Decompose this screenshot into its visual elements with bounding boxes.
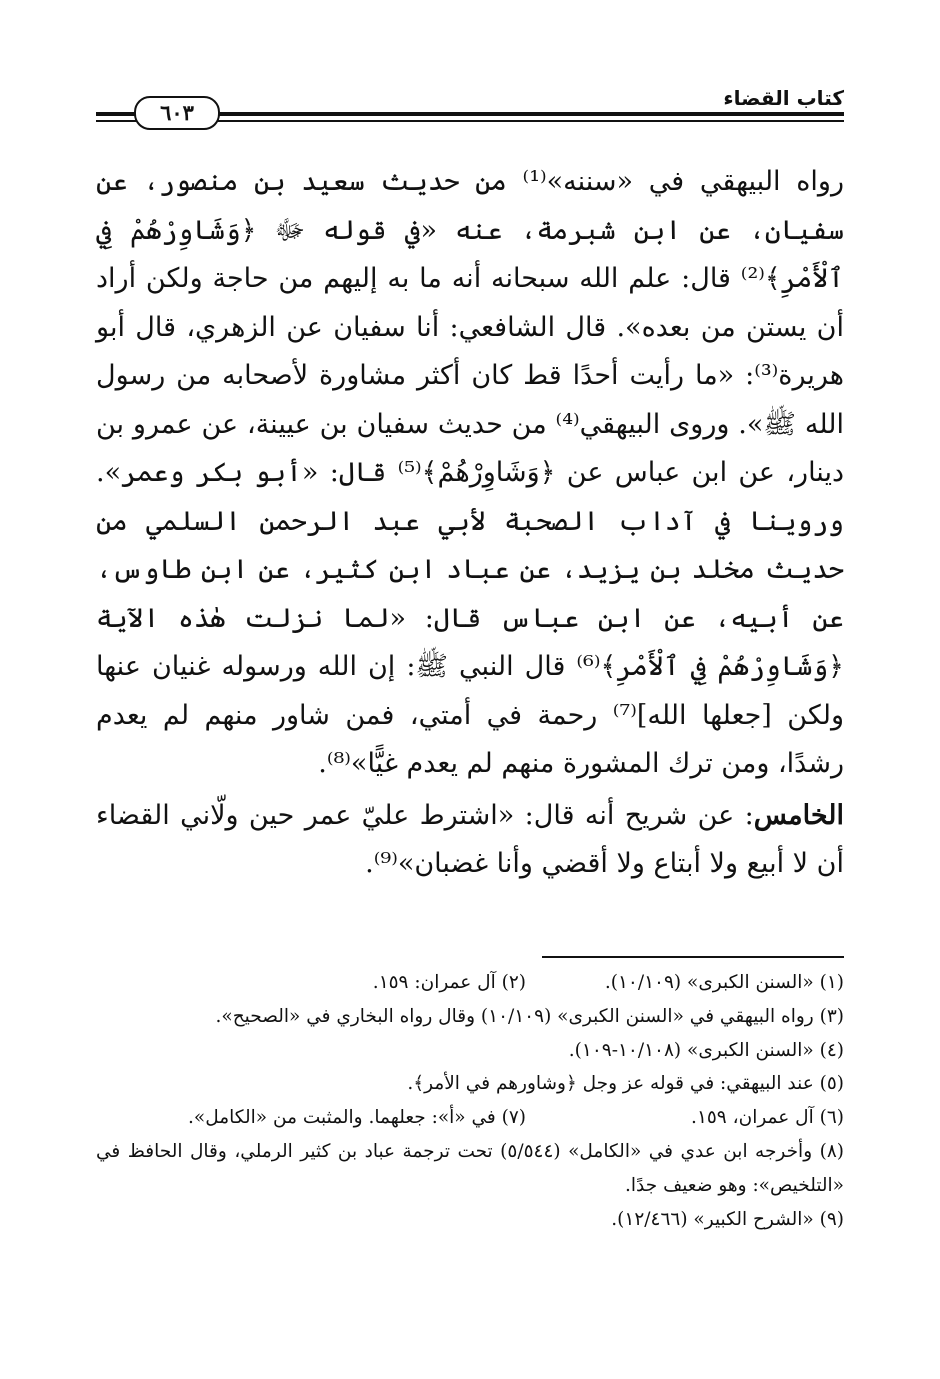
footnote-row	[96, 966, 844, 1000]
footnote: (٩) «الشرح الكبير» (١٢/٤٦٦).	[611, 1208, 844, 1230]
paragraph	[96, 792, 844, 889]
footnote-row	[96, 1101, 844, 1135]
paragraph: رواه البيهقي في «سننه»⁽¹⁾ من حديث سعيد بن منصور، عن سفيان، عن ابن شبرمة، عنه «في قوله ﷻ ﴿وَشَاوِرْهُمْ فِي ٱلْأَمْرِ﴾⁽²⁾ قال: علم الله سبحانه أنه ما به إليهم من حاجة ولكن أراد أن يستن من بعده». قال الشافعي: أنا سفيان عن الزهري، قال أبو هريرة⁽³⁾: «ما رأيت أحدًا قط كان أكثر مشاورة لأصحابه من رسول الله ﷺ». وروى البيهقي⁽⁴⁾ من حديث سفيان بن عيينة، عن عمرو بن دينار، عن ابن عباس عن ﴿وَشَاوِرْهُمْ﴾⁽⁵⁾ قال: «أبو بكر وعمر». وروينا في آداب الصحبة لأبي عبد الرحمن السلمي من حديث مخلد بن يزيد، عن عباد ابن كثير، عن ابن طاوس، عن أبيه، عن ابن عباس قال: «لما نزلت هٰذه الآية ﴿وَشَاوِرْهُمْ فِي ٱلْأَمْرِ﴾⁽⁶⁾ قال النبي ﷺ: إن الله ورسوله غنيان عنها ولكن [جعلها الله]⁽⁷⁾ رحمة في أمتي، فمن شاور منهم لم يعدم رشدًا، ومن ترك المشورة منهم لم يعدم غيًّا»⁽⁸⁾.	[96, 166, 845, 779]
footnote: (٢) آل عمران: ١٥٩.	[372, 972, 526, 993]
footnote: (٨) وأخرجه ابن عدي في «الكامل» (٥/٥٤٤) تحت ترجمة عباد بن كثير الرملي، وقال الحافظ في «التلخيص»: وهو ضعيف جدًا.	[96, 1140, 844, 1196]
footnote: (٧) في «أ»: جعلهما. والمثبت من «الكامل».	[188, 1107, 526, 1129]
footnotes	[96, 966, 844, 1236]
running-title: كتاب القضاء	[723, 86, 844, 110]
main-text	[96, 158, 844, 889]
page-header	[96, 84, 844, 130]
footnote: (١) «السنن الكبرى» (١٠/١٠٩).	[604, 972, 844, 993]
footnote: (٣) رواه البيهقي في «السنن الكبرى» (١٠/١٠٩) وقال رواه البخاري في «الصحيح».	[215, 1005, 844, 1027]
footnote: (٦) آل عمران، ١٥٩.	[691, 1107, 844, 1129]
page-number: ٦٠٣	[134, 96, 220, 130]
footnote: (٥) عند البيهقي: في قوله عز وجل ﴿وشاورهم في الأمر﴾.	[407, 1073, 844, 1095]
paragraph-text: : عن شريح أنه قال: «اشترط عليّ عمر حين ولّاني القضاء أن لا أبيع ولا أبتاع ولا أقضي وأنا غضبان»⁽⁹⁾.	[96, 799, 844, 879]
footnote: (٤) «السنن الكبرى» (١٠/١٠٨-١٠٩).	[568, 1039, 844, 1061]
section-lead-word: الخامس	[753, 799, 844, 831]
footnote-separator	[542, 956, 844, 958]
